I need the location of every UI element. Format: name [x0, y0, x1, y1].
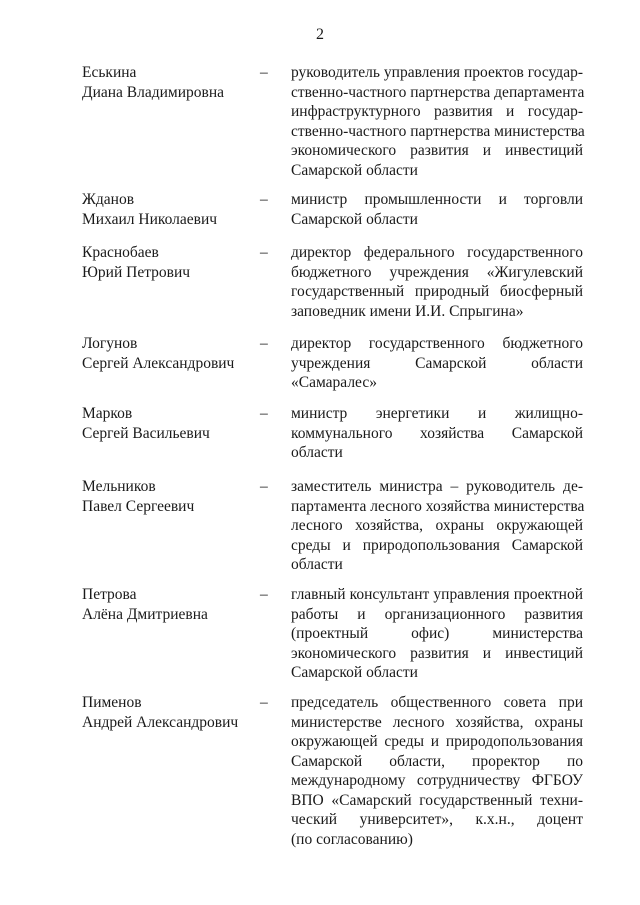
- position-line: бюджетного учреждения «Жигулевский: [291, 263, 583, 281]
- member-given-names: Михаил Николаевич: [82, 210, 218, 228]
- member-position: [291, 190, 583, 229]
- member-name: [82, 334, 252, 373]
- member-name: [82, 477, 252, 516]
- separator-dash: –: [260, 244, 268, 261]
- position-line: ственно-частного партнерства министерства: [291, 122, 585, 140]
- position-line: министр промышленности и торговли: [291, 191, 583, 208]
- position-line: директор федерального государственного: [291, 244, 583, 261]
- member-name: [82, 190, 252, 229]
- member-given-names: Сергей Александрович: [82, 354, 235, 372]
- member-surname: Еськина: [82, 64, 137, 81]
- position-line: Самарской области: [291, 210, 418, 228]
- member-surname: Краснобаев: [82, 244, 159, 261]
- member-given-names: Сергей Васильевич: [82, 424, 210, 442]
- position-line: экономического развития и инвестиций: [291, 142, 583, 159]
- position-line: ВПО «Самарский государственный техни-: [291, 791, 583, 809]
- member-surname: Марков: [82, 405, 133, 422]
- member-surname: Петрова: [82, 586, 137, 603]
- member-surname: Мельников: [82, 478, 156, 495]
- separator-dash: –: [260, 478, 268, 495]
- member-surname: Пименов: [82, 694, 142, 711]
- position-line: Самарской области: [291, 664, 418, 681]
- member-position: [291, 693, 583, 849]
- member-given-names: Павел Сергеевич: [82, 497, 195, 515]
- position-line: области: [291, 556, 343, 573]
- position-line: (по согласованию): [291, 830, 413, 848]
- position-line: главный консультант управления проектной: [291, 586, 583, 603]
- member-surname: Жданов: [82, 191, 135, 208]
- position-line: министерстве лесного хозяйства, охраны: [291, 713, 583, 731]
- position-line: ческий университет», к.х.н., доцент: [291, 811, 583, 828]
- member-given-names: Юрий Петрович: [82, 263, 191, 281]
- position-line: заместитель министра – руководитель де-: [291, 478, 583, 495]
- position-line: международному сотрудничеству ФГБОУ: [291, 772, 583, 789]
- position-line: окружающей среды и природопользования: [291, 733, 583, 750]
- position-line: «Самаралес»: [291, 374, 377, 391]
- position-line: государственный природный биосферный: [291, 283, 583, 300]
- position-line: среды и природопользования Самарской: [291, 536, 583, 554]
- position-line: директор государственного бюджетного: [291, 335, 583, 352]
- member-name: [82, 693, 252, 732]
- position-line: руководитель управления проектов государ-: [291, 64, 583, 81]
- position-line: заповедник имени И.И. Спрыгина»: [291, 302, 524, 320]
- member-name: [82, 404, 252, 443]
- member-name: [82, 585, 252, 624]
- position-line: лесного хозяйства, охраны окружающей: [291, 517, 583, 534]
- member-position: [291, 477, 583, 575]
- page-number: 2: [316, 26, 324, 43]
- position-line: работы и организационного развития: [291, 605, 583, 623]
- position-line: (проектный офис) министерства: [291, 625, 583, 642]
- position-line: экономического развития и инвестиций: [291, 644, 583, 662]
- separator-dash: –: [260, 64, 268, 81]
- position-line: председатель общественного совета при: [291, 694, 583, 711]
- separator-dash: –: [260, 694, 268, 711]
- position-line: области: [291, 444, 343, 461]
- member-name: [82, 63, 252, 102]
- member-position: [291, 243, 583, 321]
- member-given-names: Андрей Александрович: [82, 713, 239, 731]
- member-given-names: Диана Владимировна: [82, 83, 225, 101]
- position-line: партамента лесного хозяйства министерства: [291, 497, 585, 515]
- position-line: ственно-частного партнерства департамента: [291, 83, 585, 101]
- position-line: учреждения Самарской области: [291, 354, 583, 372]
- separator-dash: –: [260, 335, 268, 352]
- position-line: инфраструктурного развития и государ-: [291, 103, 583, 120]
- member-position: [291, 63, 583, 180]
- position-line: Самарской области: [291, 161, 418, 179]
- member-given-names: Алёна Дмитриевна: [82, 605, 208, 623]
- member-surname: Логунов: [82, 335, 138, 352]
- member-position: [291, 334, 583, 393]
- position-line: Самарской области, проректор по: [291, 752, 583, 770]
- position-line: коммунального хозяйства Самарской: [291, 424, 583, 442]
- position-line: министр энергетики и жилищно-: [291, 405, 583, 422]
- member-position: [291, 404, 583, 463]
- separator-dash: –: [260, 191, 268, 208]
- separator-dash: –: [260, 405, 268, 422]
- member-position: [291, 585, 583, 683]
- separator-dash: –: [260, 586, 268, 603]
- member-name: [82, 243, 252, 282]
